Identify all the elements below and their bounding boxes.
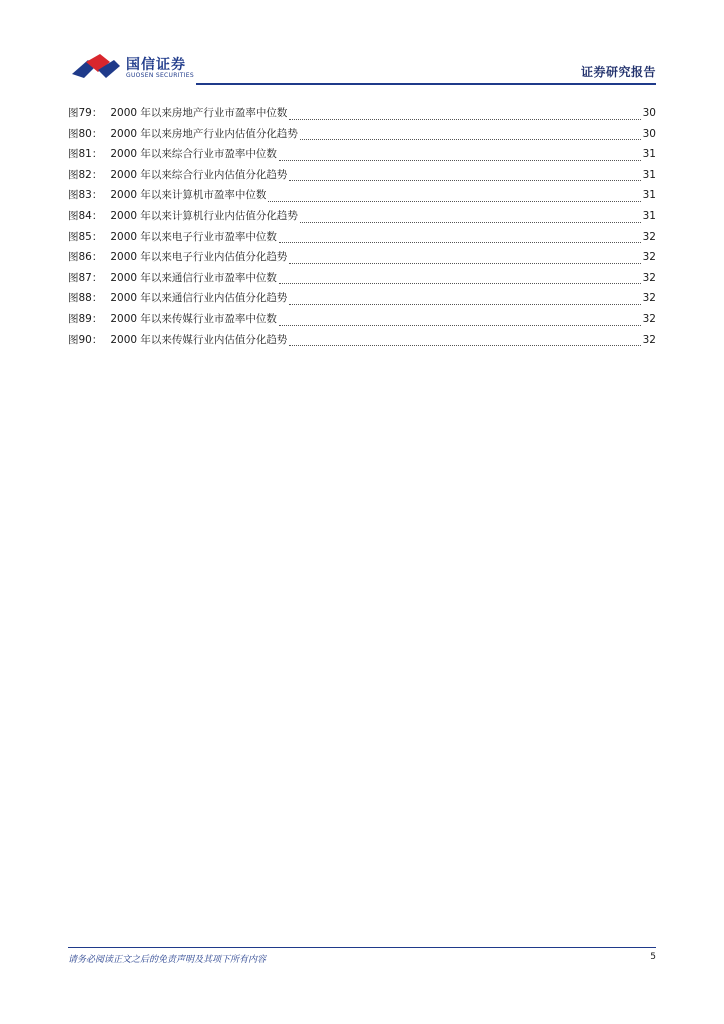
page-header [0, 0, 724, 90]
toc-dot-leader [300, 221, 641, 223]
toc-entry-title: 2000 年以来计算机市盈率中位数 [110, 189, 267, 202]
toc-entry[interactable] [68, 268, 656, 289]
toc-entry-label: 图88： [68, 292, 103, 305]
toc-entry-label: 图79： [68, 107, 103, 119]
toc-entry-title: 2000 年以来房地产行业市盈率中位数 [110, 107, 288, 119]
toc-dot-leader [300, 138, 641, 140]
toc-entry-label: 图81： [68, 148, 103, 161]
toc-entry[interactable] [68, 165, 656, 186]
toc-entry-title: 2000 年以来电子行业内估值分化趋势 [110, 251, 288, 264]
toc-entry[interactable] [68, 247, 656, 268]
toc-entry-label: 图80： [68, 127, 103, 140]
toc-entry-title: 2000 年以来综合行业内估值分化趋势 [110, 168, 288, 181]
figure-list [68, 103, 656, 350]
toc-entry-page: 32 [642, 251, 656, 264]
toc-entry-title: 2000 年以来电子行业市盈率中位数 [110, 230, 277, 243]
toc-entry[interactable] [68, 227, 656, 248]
toc-entry-page: 31 [642, 209, 656, 222]
toc-entry[interactable] [68, 330, 656, 351]
report-type-label: 证券研究报告 [580, 65, 656, 79]
toc-dot-leader [289, 303, 640, 305]
toc-dot-leader [289, 344, 640, 346]
toc-entry-label: 图86： [68, 251, 103, 264]
toc-entry-title: 2000 年以来通信行业市盈率中位数 [110, 271, 277, 284]
footer-disclaimer: 请务必阅读正文之后的免责声明及其项下所有内容 [68, 955, 267, 965]
toc-dot-leader [279, 241, 641, 243]
toc-entry-label: 图82： [68, 168, 103, 181]
toc-entry-title: 2000 年以来综合行业市盈率中位数 [110, 148, 277, 161]
toc-entry-title: 2000 年以来房地产行业内估值分化趋势 [110, 127, 298, 140]
logo-english-name: GUOSEN SECURITIES [126, 72, 195, 79]
toc-dot-leader [289, 179, 640, 181]
toc-entry-page: 32 [642, 271, 656, 284]
toc-dot-leader [279, 324, 641, 326]
toc-entry-page: 32 [642, 312, 656, 325]
toc-entry-page: 30 [642, 107, 656, 119]
toc-entry-label: 图84： [68, 209, 103, 222]
toc-entry[interactable] [68, 309, 656, 330]
header-divider [196, 83, 656, 85]
toc-entry-page: 31 [642, 189, 656, 202]
toc-entry-label: 图85： [68, 230, 103, 243]
footer-divider [68, 947, 656, 948]
toc-entry-label: 图89： [68, 312, 103, 325]
toc-entry[interactable] [68, 185, 656, 206]
logo-chinese-name: 国信证券 [126, 57, 186, 73]
toc-dot-leader [289, 262, 640, 264]
toc-dot-leader [279, 282, 641, 284]
toc-entry[interactable] [68, 103, 656, 124]
toc-entry[interactable] [68, 206, 656, 227]
toc-entry-page: 30 [642, 127, 656, 140]
toc-entry-page: 32 [642, 333, 656, 346]
page-number: 5 [650, 952, 656, 962]
guosen-logo [70, 52, 210, 84]
toc-entry-page: 32 [642, 230, 656, 243]
toc-dot-leader [279, 159, 641, 161]
toc-entry-page: 32 [642, 292, 656, 305]
toc-entry-title: 2000 年以来传媒行业市盈率中位数 [110, 312, 277, 325]
toc-entry-label: 图90： [68, 333, 103, 346]
toc-entry[interactable] [68, 288, 656, 309]
toc-entry-title: 2000 年以来计算机行业内估值分化趋势 [110, 209, 298, 222]
toc-entry-title: 2000 年以来通信行业内估值分化趋势 [110, 292, 288, 305]
toc-entry[interactable] [68, 124, 656, 145]
toc-entry-label: 图87： [68, 271, 103, 284]
guosen-logo-icon [70, 52, 122, 82]
toc-dot-leader [268, 200, 640, 202]
toc-entry[interactable] [68, 144, 656, 165]
toc-entry-title: 2000 年以来传媒行业内估值分化趋势 [110, 333, 288, 346]
toc-entry-label: 图83： [68, 189, 103, 202]
toc-entry-page: 31 [642, 168, 656, 181]
toc-dot-leader [289, 118, 640, 120]
toc-entry-page: 31 [642, 148, 656, 161]
